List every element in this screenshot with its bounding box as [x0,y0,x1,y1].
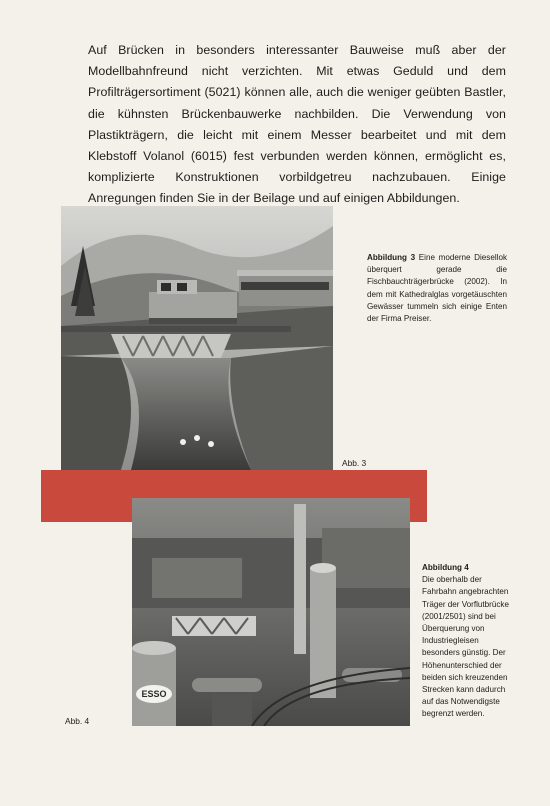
figure3-caption-title: Abbildung 3 [367,253,416,262]
intro-paragraph: Auf Brücken in besonders interessanter Bauweise muß aber der Modellbahnfreund nicht verzichten. Mit etwas Geduld und dem Profilträgersortiment (5021) können alle, auch die weniger geübten Bastler, die kühnsten Brückenbauwerke nachbilden. Die Verwendung von Plastikträgern, die leicht mit einem Messer bearbeitet und mit dem Klebstoff Volanol (6015) fest verbunden werden können, ermöglicht es, komplizierte Konstruktionen vorbildgetreu nachzubauen. Einige Anregungen finden Sie in der Beilage und auf einigen Abbildungen. [88,43,506,206]
figure3-caption [367,252,507,325]
figure3-label: Abb. 3 [342,458,367,468]
photo-industrial-bridge [132,498,410,726]
figure4-label: Abb. 4 [65,716,90,726]
figure4-caption-text: Die oberhalb der Fahrbahn angebrachten Träger der Vorflutbrücke (2001/2501) sind bei Überquerung von Industriegleisen besonders günstig. Der Höhenunterschied der beiden sich kreuzenden Strecken kann dadurch auf das Notwendigste begrenzt werden. [422,575,509,719]
figure4-caption-title: Abbildung 4 [422,563,469,572]
figure4-caption [422,562,512,721]
photo-diesel-locomotive-bridge [61,206,333,470]
esso-logo: ESSO [141,689,167,699]
figure3-caption-text: Eine moderne Diesellok überquert gerade die Fischbauchträgerbrücke (2002). In dem mit Kathedralglas vorgetäuschten Gewässer tummeln sich einige Enten der Firma Preiser. [367,253,507,324]
